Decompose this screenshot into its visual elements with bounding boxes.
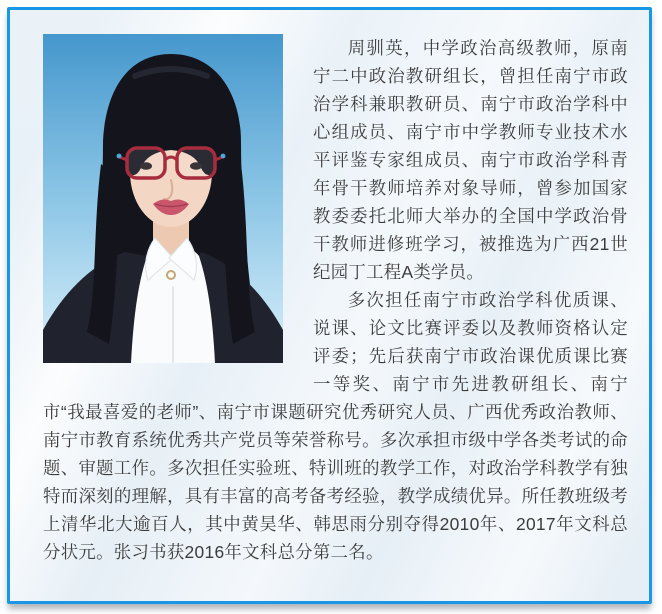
bio-content (43, 34, 628, 566)
portrait-photo (43, 34, 283, 363)
bio-paragraph-1: 周驯英，中学政治高级教师，原南宁二中政治教研组长，曾担任南宁市政治学科兼职教研员、南宁市政治学科中心组成员、南宁市中学教师专业技术水平评鉴专家组成员、南宁市政治学科青年骨干教师培养对象导师，曾参加国家教委委托北师大举办的全国中学政治骨干教师进修班学习，被推选为广西21世纪园丁工程A类学员。 (313, 38, 628, 282)
portrait-photo-svg (43, 34, 283, 363)
bio-paragraph-2: 多次担任南宁市政治学科优质课、说课、论文比赛评委以及教师资格认定评委；先后获南宁市政治课优质课比赛一等奖、南宁市先进教研组长、南宁市“我最喜爱的老师”、南宁市课题研究优秀研究人员、广西优秀政治教师、南宁市教育系统优秀共产党员等荣誉称号。多次承担市级中学各类考试的命题、审题工作。多次担任实验班、特训班的教学工作，对政治学科教学有独特而深刻的理解，具有丰富的高考备考经验，教学成绩优异。所任教班级考上清华北大逾百人，其中黄昊华、韩思雨分别夺得2010年、2017年文科总分状元。张习书获2016年文科总分第二名。 (43, 290, 628, 562)
glasses-hinge-right (221, 154, 226, 159)
collar-button (167, 271, 175, 279)
bio-panel (7, 7, 652, 604)
glasses-hinge-left (117, 154, 122, 159)
